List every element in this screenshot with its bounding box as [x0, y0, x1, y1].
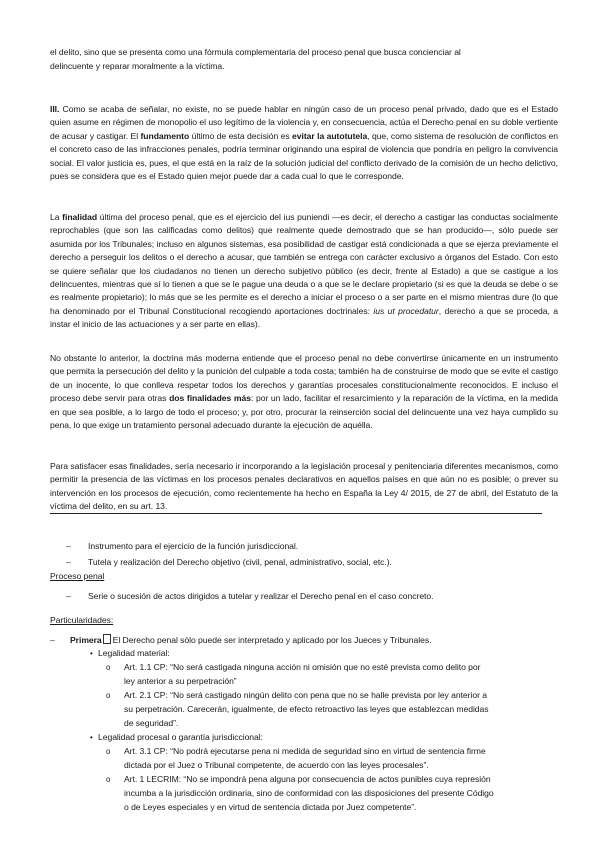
missing-glyph-icon — [103, 634, 111, 644]
bold-finalidad: finalidad — [62, 212, 98, 222]
paragraph-iii — [50, 103, 558, 183]
bullet-icon: • — [90, 733, 93, 742]
paragraph-0-line-2: delincuente y reparar moralmente a la víctima. — [50, 61, 225, 71]
paragraph-doctrina-text-2: : por un lado, facilitar el resarcimiento y la reparación de la víctima, en la medida en que sea posible, a lo largo de todo el proceso; y, por otro, procurar la reinserción social del delincuente una vez haya cumplido su pena, lo que exige un tratamiento personal adecuado durante la ejecución de aquélla. — [50, 393, 558, 431]
bold-dos-finalidades: dos finalidades más — [169, 393, 251, 404]
paragraph-finalidad — [50, 211, 558, 332]
paragraph-0-line-1: el delito, sino que se presenta como una fórmula complementaria del proceso penal que busca concienciar al — [50, 47, 461, 57]
dash-bullet: – — [66, 557, 71, 567]
heading-proceso-penal: Proceso penal — [50, 571, 105, 581]
circle-bullet-icon: o — [106, 775, 111, 784]
art-lecrim-line-3: o de Leyes especiales y en virtud de sentencia dictada por Juez competente”. — [124, 802, 417, 812]
item-primera — [70, 634, 431, 647]
note-tutela: Tutela y realización del Derecho objetivo (civil, penal, administrativo, social, etc.). — [88, 557, 392, 567]
paragraph-doctrina — [50, 352, 558, 432]
bold-evitar-autotutela: evitar la autotutela — [292, 130, 368, 141]
art-lecrim-line-1: Art. 1 LECRIM: “No se impondrá pena alguna por consecuencia de actos punibles cuya represión — [124, 774, 491, 784]
item-legalidad-procesal: Legalidad procesal o garantía jurisdiccional: — [98, 732, 263, 742]
art-2-1-line-3: de seguridad”. — [124, 718, 179, 728]
paragraph-satisfacer-text: Para satisfacer esas finalidades, sería necesario ir incorporando a la legislación procesal y penitenciaria diferentes mecanismos, como permitir la presencia de las víctimas en los procesos penales declarativos en aquellos países en que aún no es posible; o prever su intervención en los procesos de ejecución, como recientemente ha hecho en España la Ley 4/ 2015, de 27 de abril, del Estatuto de la víctima del delito, en su art. 13. — [50, 461, 558, 512]
paragraph-finalidad-text-3: , derecho a que se proceda, a instar el inicio de las actuaciones y a ser parte en ellas). — [50, 305, 558, 330]
art-2-1-line-1: Art. 2.1 CP: “No será castigado ningún delito con pena que no se halle prevista por ley anterior a — [124, 690, 487, 700]
paragraph-iii-text-2: último de esta decisión es — [189, 130, 293, 141]
dash-bullet: – — [50, 635, 55, 645]
art-3-1-line-2: dictada por el Juez o Tribunal competente, de acuerdo con las leyes procesales”. — [124, 760, 429, 770]
art-1-1-line-1: Art. 1.1 CP: “No será castigada ninguna acción ni omisión que no esté prevista como delito por — [124, 662, 481, 672]
paragraph-iii-text-1: Como se acaba de señalar, no existe, no se puede hablar en ningún caso de un proceso penal privado, dado que es el Estado quien asume en régimen de monopolio el uso legítimo de la violencia y, en consecuencia, actúa el Derecho penal en su doble vertiente de acusar y castigar. El — [50, 104, 558, 141]
section-number: III. — [50, 104, 60, 114]
art-2-1-line-2: su perpetración. Carecerán, igualmente, de efecto retroactivo las leyes que establezcan medidas — [124, 704, 489, 714]
primera-text: El Derecho penal sólo puede ser interpretado y aplicado por los Jueces y Tribunales. — [112, 635, 432, 645]
italic-ius-ut-procedatur: ius ut procedatur — [373, 305, 439, 316]
art-lecrim-line-2: incumba a la jurisdicción ordinaria, sino de conformidad con las disposiciones del presente Código — [124, 788, 494, 798]
note-instrumento: Instrumento para el ejercicio de la función jurisdiccional. — [88, 541, 299, 551]
paragraph-iii-text-3: , que, como sistema de resolución de conflictos en el concreto caso de las infracciones penales, podría terminar originando una espiral de violencia que pondría en peligro la convivencia social. El valor justicia es, pues, el que está en la raíz de la solución judicial del conflicto derivado de la comisión de un hecho delictivo, pues se considera que es el Estado quien mejor puede dar a cada cual lo que le corresponde. — [50, 130, 559, 182]
heading-particularidades: Particularidades: — [50, 615, 114, 625]
dash-bullet: – — [66, 591, 71, 601]
bold-primera: Primera — [70, 635, 102, 645]
circle-bullet-icon: o — [106, 747, 111, 756]
item-legalidad-material: Legalidad material: — [98, 648, 170, 658]
divider-line — [50, 513, 542, 514]
paragraph-finalidad-text-1: La — [50, 212, 63, 222]
art-1-1-line-2: ley anterior a su perpetración” — [124, 676, 237, 686]
bullet-icon: • — [90, 649, 93, 658]
note-serie-actos: Serie o sucesión de actos dirigidos a tutelar y realizar el Derecho penal en el caso concreto. — [88, 591, 434, 601]
circle-bullet-icon: o — [106, 663, 111, 672]
paragraph-doctrina-text-1: No obstante lo anterior, la doctrina más moderna entiende que el proceso penal no debe convertirse únicamente en un instrumento que permita la persecución del delito y la punición del culpable a toda costa; también ha de construirse de modo que se evite el castigo de un inocente, lo que conlleva respetar todos los derechos y garantías procesales constitucionalmente reconocidos. E incluso el proceso debe servir para otras — [50, 353, 558, 404]
circle-bullet-icon: o — [106, 691, 111, 700]
art-3-1-line-1: Art. 3.1 CP: “No podrá ejecutarse pena ni medida de seguridad sino en virtud de sentencia firme — [124, 746, 486, 756]
paragraph-finalidad-text-2: última del proceso penal, que es el ejercicio del ius puniendi —es decir, el derecho a castigar las conductas socialmente reprochables (que son las calificadas como delitos) que realmente quede demostrado que se han producido—, sólo puede ser asumida por los Tribunales; incluso en algunos sistemas, esa posibilidad de castigar está condicionada a que se ejerza previamente el derecho a perseguir los delitos o el derecho a acusar, que también se entrega con carácter exclusivo a órganos del Estado. Con esto se quiere señalar que los ciudadanos no tienen un derecho subjetivo público (es decir, frente al Estado) a que se castigue a los delincuentes, mientras que sí lo tienen a que se le pague una deuda o a que se le declare propietario (si es que la deuda se debe o se es realmente propietario); lo más que se les permite es el derecho a iniciar el proceso o a ser parte en el mismo mientras dure (lo que ha denominado por el Tribunal Constitucional recogiendo aportaciones doctrinales: — [50, 212, 558, 316]
dash-bullet: – — [66, 541, 71, 551]
paragraph-satisfacer — [50, 460, 558, 514]
bold-fundamento: fundamento — [140, 130, 190, 141]
